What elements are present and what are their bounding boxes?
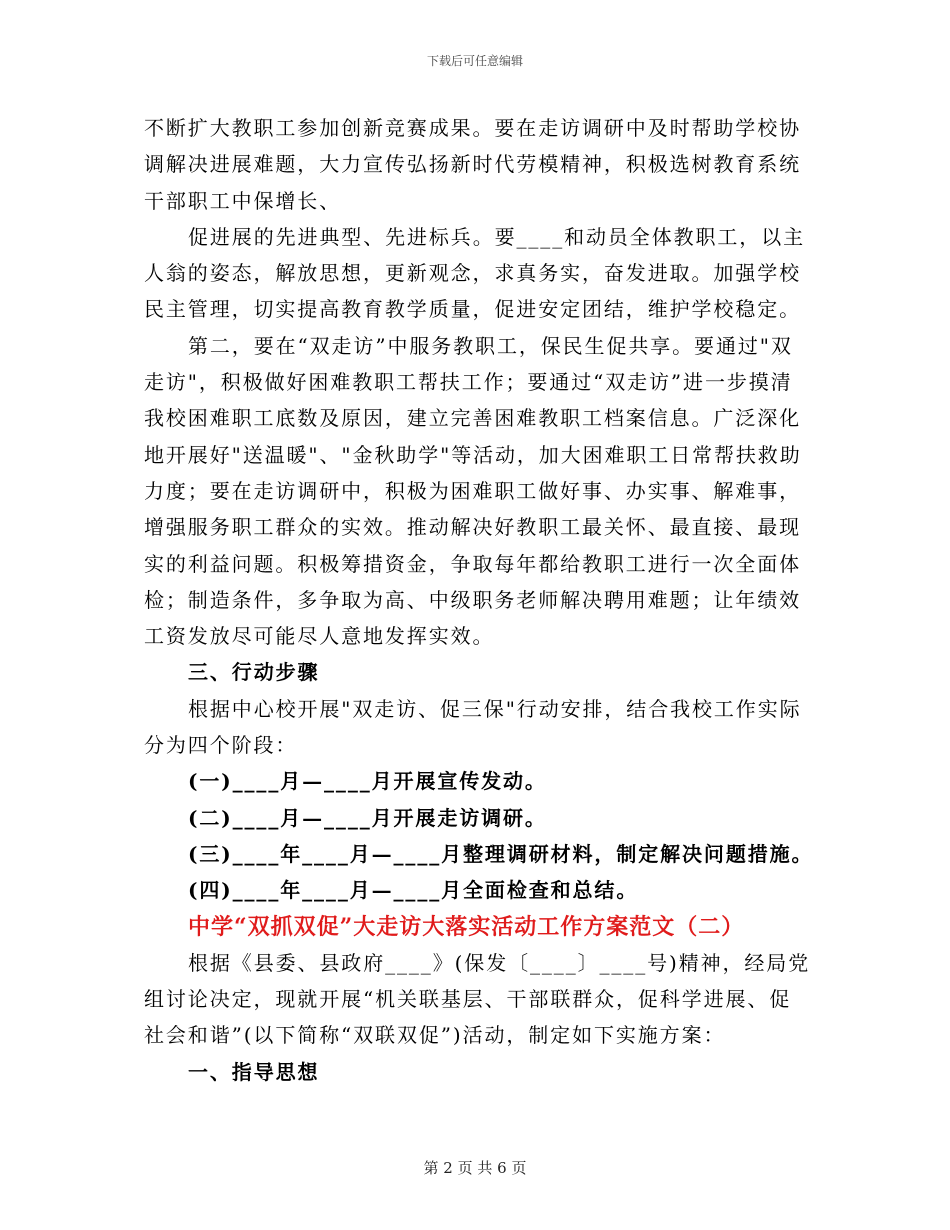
stage-item: (三)____年____月—____月整理调研材料，制定解决问题措施。 — [188, 841, 814, 866]
paragraph-line: 第二，要在“双走访”中服务教职工，保民生促共享。要通过"双 — [188, 333, 793, 358]
section-heading: 一、指导思想 — [188, 1059, 320, 1084]
page-footer: 第 2 页 共 6 页 — [423, 1159, 527, 1177]
paragraph-line: 不断扩大教职工参加创新竞赛成果。要在走访调研中及时帮助学校协 — [144, 116, 801, 140]
paragraph-line: 增强服务职工群众的实效。推动解决好教职工最关怀、最直接、最现 — [144, 515, 801, 540]
document-body — [144, 110, 814, 1090]
paragraph-line: 分为四个阶段： — [144, 733, 298, 758]
paragraph-line: 民主管理，切实提高教育教学质量，促进安定团结，维护学校稳定。 — [144, 297, 801, 322]
paragraph-line: 检；制造条件，多争取为高、中级职务老师解决聘用难题；让年绩效 — [144, 587, 801, 612]
paragraph-line: 根据《县委、县政府____》(保发〔____〕____号)精神，经局党 — [188, 950, 811, 975]
paragraph-line: 地开展好"送温暖"、"金秋助学"等活动，加大困难职工日常帮扶救助 — [144, 442, 802, 467]
paragraph-line: 根据中心校开展"双走访、促三保"行动安排，结合我校工作实际 — [188, 696, 802, 721]
section-heading: 三、行动步骤 — [188, 660, 320, 685]
stage-item: (二)____月—____月开展走访调研。 — [188, 805, 547, 830]
paragraph-line: 力度；要在走访调研中，积极为困难职工做好事、办实事、解难事， — [144, 478, 801, 503]
paragraph-line: 促进展的先进典型、先进标兵。要____和动员全体教职工，以主 — [188, 224, 805, 249]
paragraph-line: 走访"，积极做好困难教职工帮扶工作；要通过“双走访”进一步摸清 — [144, 370, 793, 395]
document-title: 中学“双抓双促”大走访大落实活动工作方案范文（二） — [188, 913, 745, 940]
paragraph-line: 我校困难职工底数及原因，建立完善困难教职工档案信息。广泛深化 — [144, 406, 801, 431]
paragraph-line: 干部职工中保增长、 — [144, 188, 342, 213]
stage-item: (一)____月—____月开展宣传发动。 — [188, 769, 547, 794]
paragraph-line: 人翁的姿态，解放思想，更新观念，求真务实，奋发进取。加强学校 — [144, 261, 801, 286]
paragraph-line: 社会和谐”(以下简称“双联双促”)活动，制定如下实施方案： — [144, 1023, 726, 1048]
paragraph-line: 工资发放尽可能尽人意地发挥实效。 — [144, 624, 495, 649]
stage-item: (四)____年____月—____月全面检查和总结。 — [188, 878, 639, 903]
paragraph-line: 调解决进展难题，大力宣传弘扬新时代劳模精神，积极选树教育系统 — [144, 152, 801, 177]
page-header: 下载后可任意编辑 — [426, 54, 523, 68]
paragraph-line: 组讨论决定，现就开展“机关联基层、干部联群众，促科学进展、促 — [144, 987, 792, 1012]
paragraph-line: 实的利益问题。积极筹措资金，争取每年都给教职工进行一次全面体 — [144, 551, 801, 576]
